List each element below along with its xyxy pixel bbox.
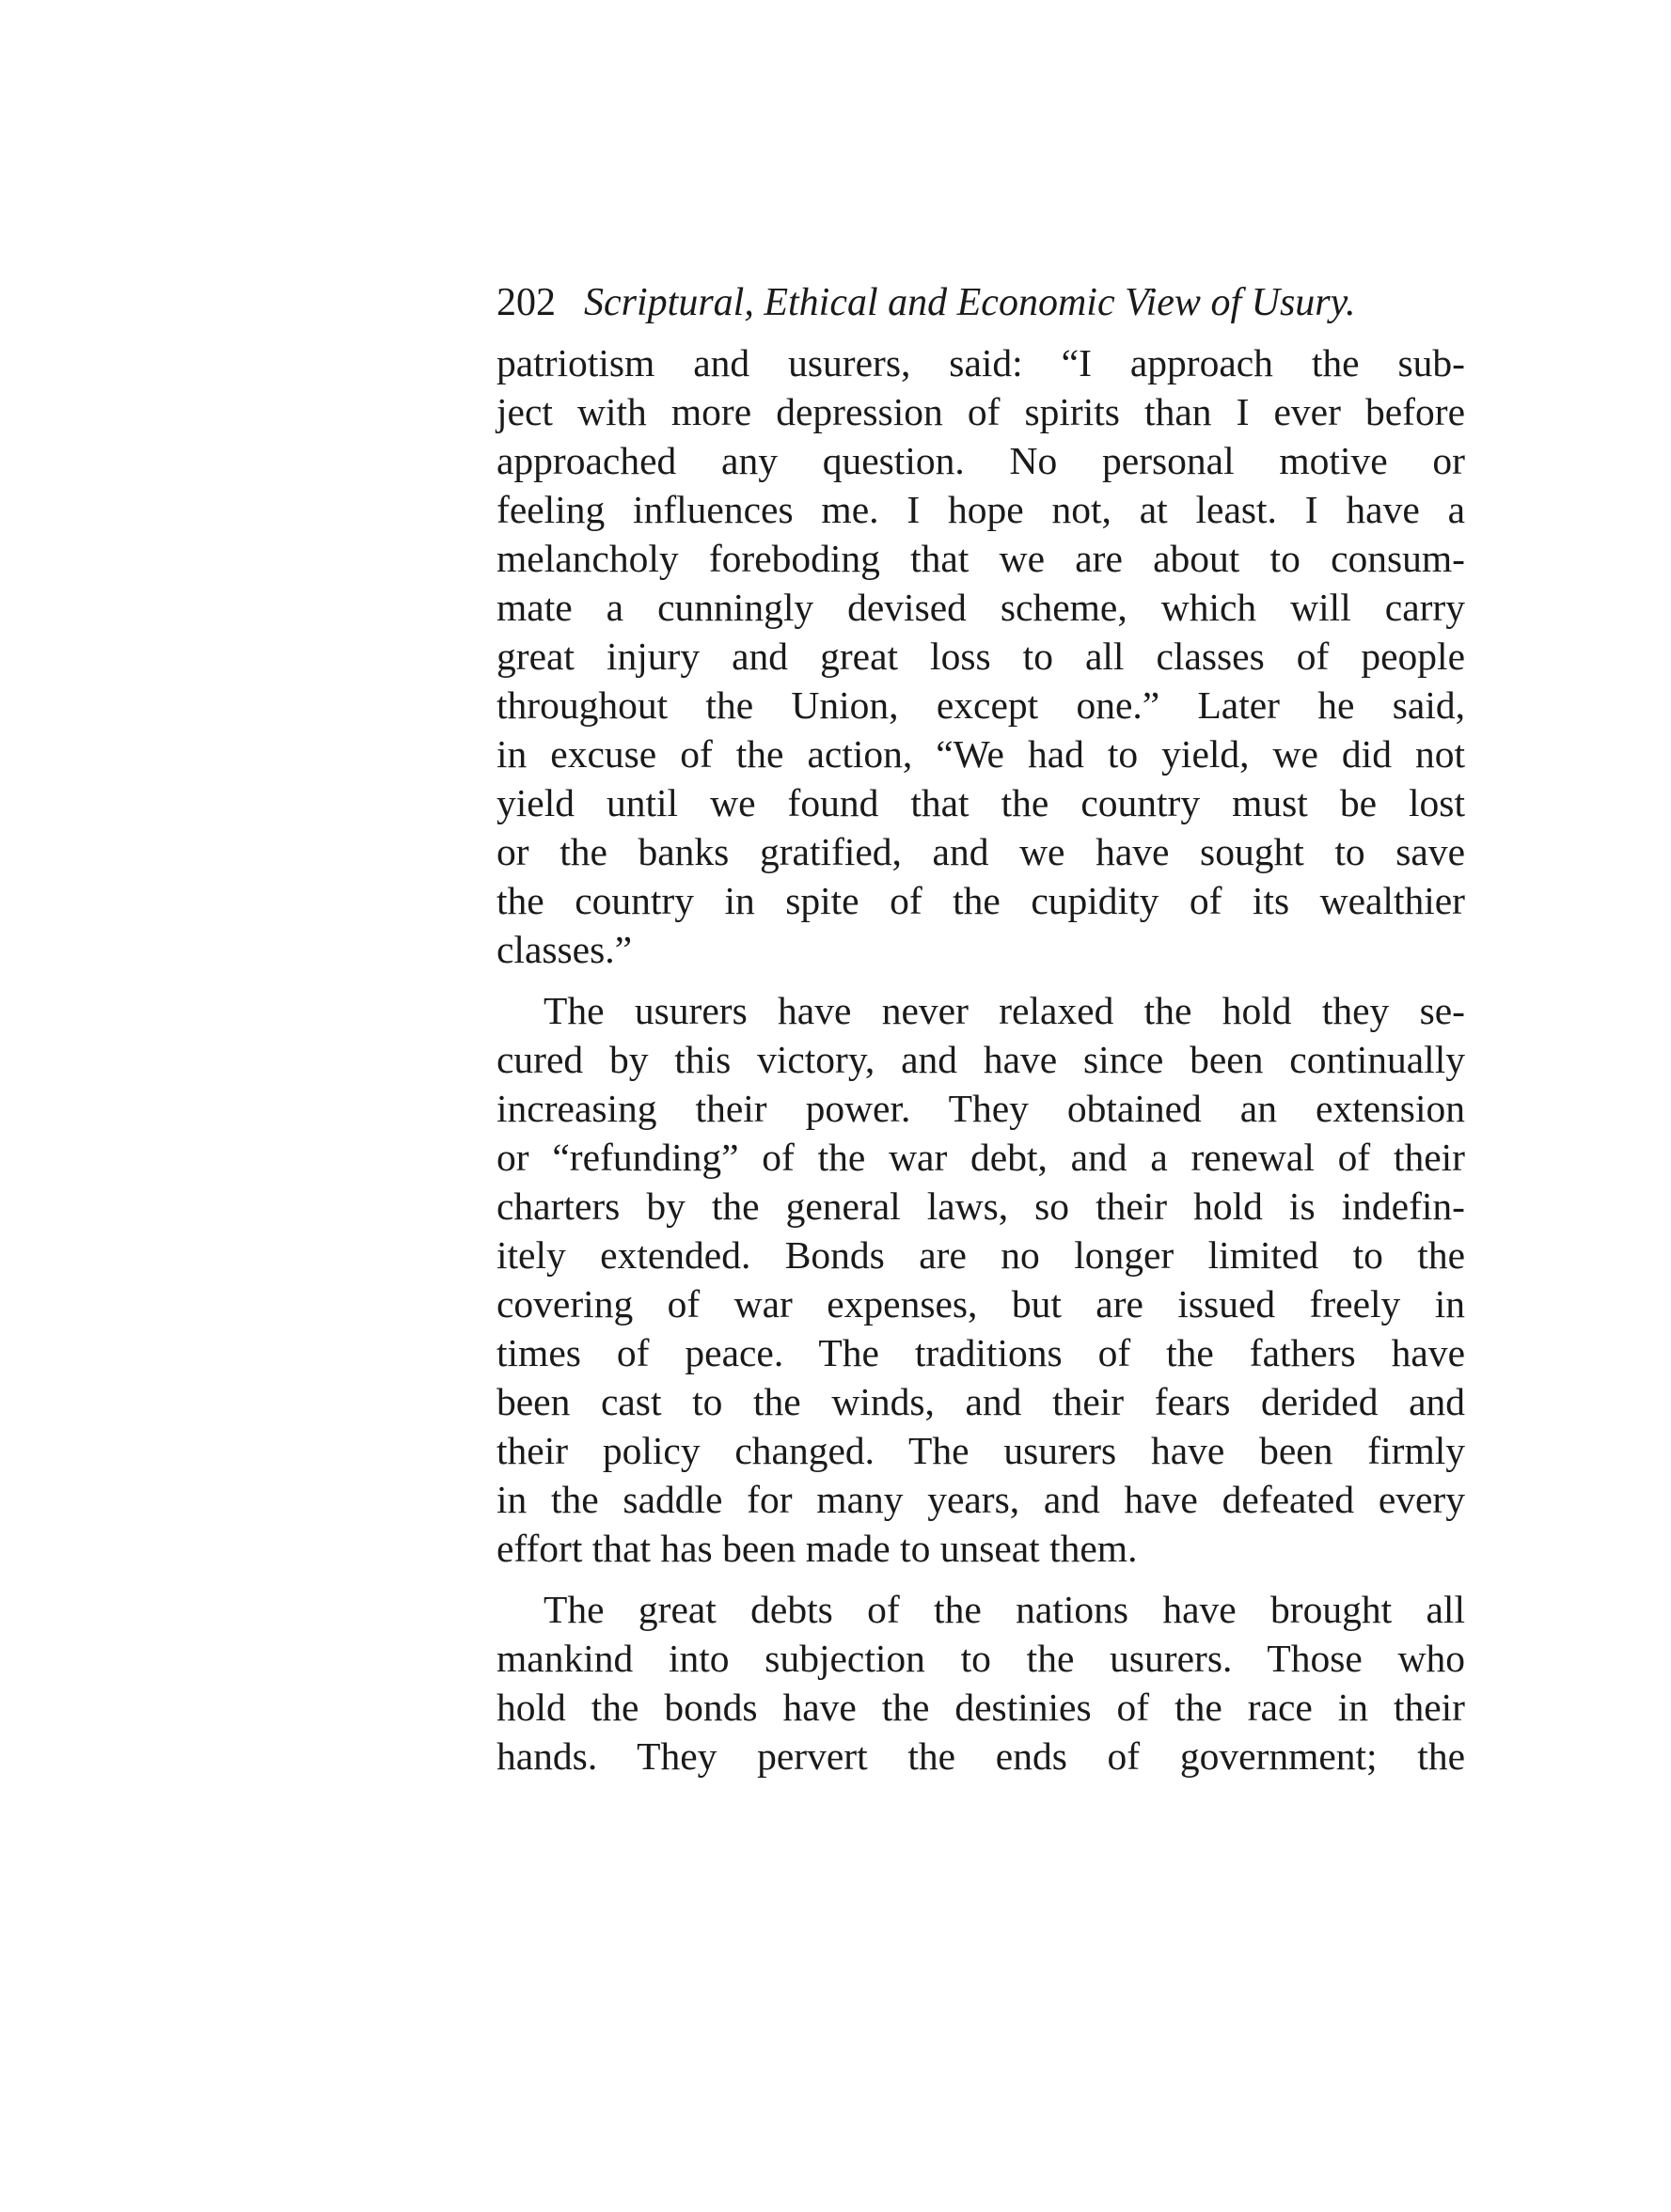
text-line: their policy changed. The usurers have been firmly — [497, 1429, 1465, 1472]
text-line: cured by this victory, and have since been continually — [497, 1038, 1465, 1081]
text-line: yield until we found that the country must be lost — [497, 781, 1465, 824]
text-line: melancholy foreboding that we are about to consum- — [497, 537, 1465, 580]
text-line: The great debts of the nations have brought all — [544, 1588, 1465, 1631]
text-line: in the saddle for many years, and have defeated every — [497, 1478, 1465, 1521]
text-line: ject with more depression of spirits than I ever before — [497, 390, 1465, 433]
text-line: or “refunding” of the war debt, and a renewal of their — [497, 1136, 1465, 1179]
text-line: hold the bonds have the destinies of the race in their — [497, 1686, 1465, 1729]
book-page — [497, 278, 1465, 1793]
paragraph — [497, 986, 1465, 1573]
body-text — [497, 338, 1465, 1781]
page-number: 202 — [497, 281, 556, 324]
text-line: feeling influences me. I hope not, at least. I have a — [497, 488, 1465, 531]
text-line: itely extended. Bonds are no longer limited to the — [497, 1233, 1465, 1277]
text-line: throughout the Union, except one.” Later he said, — [497, 683, 1465, 727]
text-line: charters by the general laws, so their hold is indefin- — [497, 1184, 1465, 1228]
paragraph — [497, 1585, 1465, 1781]
text-line: covering of war expenses, but are issued freely in — [497, 1282, 1465, 1326]
text-line: The usurers have never relaxed the hold they se- — [544, 989, 1465, 1032]
text-line: classes.” — [497, 928, 633, 971]
running-head — [497, 278, 1465, 327]
text-line: effort that has been made to unseat them. — [497, 1527, 1138, 1570]
text-line: the country in spite of the cupidity of its wealthier — [497, 879, 1465, 922]
text-line: times of peace. The traditions of the fathers have — [497, 1331, 1465, 1374]
text-line: mankind into subjection to the usurers. Those who — [497, 1637, 1465, 1680]
text-line: patriotism and usurers, said: “I approach the sub- — [497, 341, 1465, 384]
paragraph — [497, 338, 1465, 974]
text-line: great injury and great loss to all classes of people — [497, 635, 1465, 678]
text-line: increasing their power. They obtained an extension — [497, 1087, 1465, 1130]
text-line: approached any question. No personal motive or — [497, 439, 1465, 482]
text-line: or the banks gratified, and we have sought to save — [497, 830, 1465, 873]
text-line: been cast to the winds, and their fears derided and — [497, 1380, 1465, 1423]
text-line: hands. They pervert the ends of government; the — [497, 1734, 1465, 1778]
text-line: mate a cunningly devised scheme, which will carry — [497, 586, 1465, 629]
text-line: in excuse of the action, “We had to yield, we did not — [497, 732, 1465, 776]
running-title: Scriptural, Ethical and Economic View of Usury. — [584, 281, 1356, 324]
